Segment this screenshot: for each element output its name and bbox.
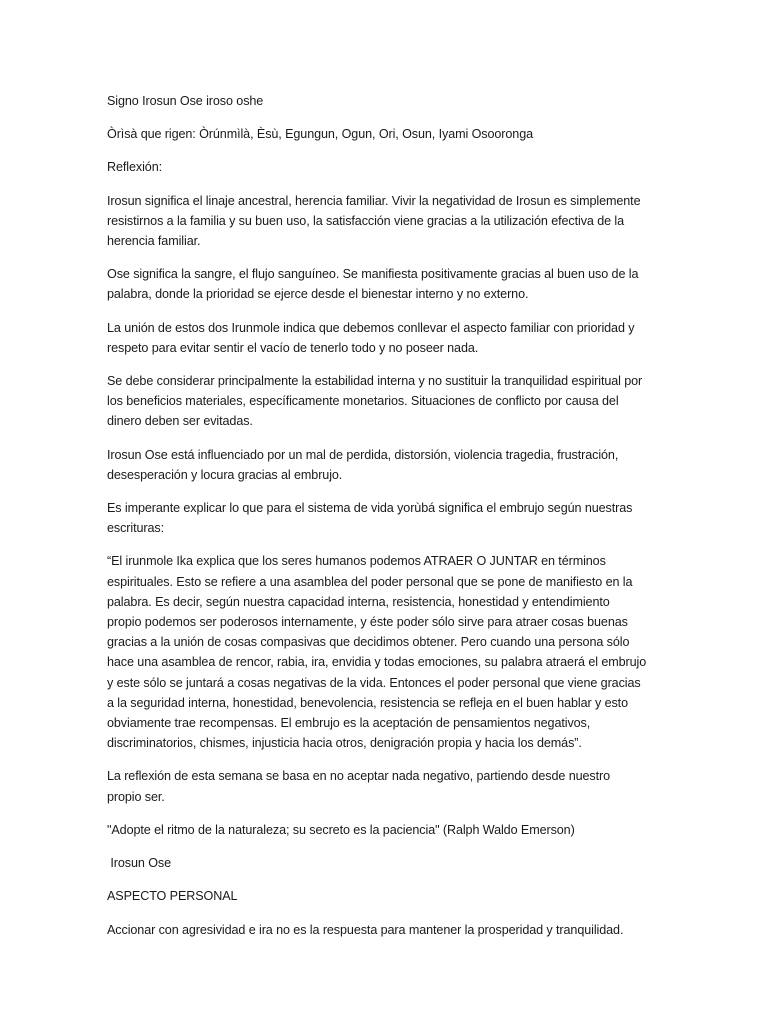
paragraph-personal-aspect: Accionar con agresividad e ira no es la respuesta para mantener la prosperidad y tranquilidad.: [107, 922, 624, 937]
reflection-heading: Reflexión:: [107, 160, 163, 175]
paragraph-union: La unión de estos dos Irunmole indica que debemos conllevar el aspecto familiar con prioridad y respeto para evitar sentir el vacío de tenerlo todo y no poseer nada.: [107, 320, 635, 355]
section-heading-personal: ASPECTO PERSONAL: [107, 889, 238, 904]
paragraph-quote-ika: “El irunmole Ika explica que los seres humanos podemos ATRAER O JUNTAR en términos espirituales. Esto se refiere a una asamblea del poder personal que se pone de manifiesto en la palabra. Es decir, según nuestra capacidad interna, resistencia, honestidad y entendimiento propio podemos ser poderosos internamente, y éste poder sólo sirve para atraer cosas buenas gracias a la unión de cosas compasivas que decidimos obtener. Pero cuando una persona sólo hace una asamblea de rencor, rabia, ira, envidia y todas emociones, su palabra atraerá el embrujo y este sólo se juntará a cosas negativas de la vida. Entonces el poder personal que viene gracias a la seguridad interna, honestidad, benevolencia, resistencia se refleja en el buen hablar y esto obviamente trae recompensas. El embrujo es la aceptación de pensamientos negativos, discriminatorios, chismes, injusticia hacia otros, denigración propia y hacia los demás”.: [107, 554, 647, 751]
document-body: [107, 91, 647, 953]
paragraph-influence: Irosun Ose está influenciado por un mal de perdida, distorsión, violencia tragedia, frustración, desesperación y locura gracias al embrujo.: [107, 447, 619, 482]
orisa-line: Òrìsà que rigen: Òrúnmìlà, Èsù, Egungun, Ogun, Ori, Osun, Iyami Osooronga: [107, 127, 533, 142]
document-title: Signo Irosun Ose iroso oshe: [107, 94, 264, 108]
paragraph-weekly-reflection: La reflexión de esta semana se basa en no aceptar nada negativo, partiendo desde nuestro propio ser.: [107, 769, 611, 804]
section-title-irosun-ose: Irosun Ose: [107, 856, 171, 871]
paragraph-irosun: Irosun significa el linaje ancestral, herencia familiar. Vivir la negatividad de Irosun es simplemente resistirnos a la familia y su buen uso, la satisfacción viene gracias a la utilización efectiva de la herencia familiar.: [107, 193, 641, 249]
paragraph-ose: Ose significa la sangre, el flujo sanguíneo. Se manifiesta positivamente gracias al buen uso de la palabra, donde la prioridad se ejerce desde el bienestar interno y no externo.: [107, 267, 639, 302]
emerson-quote: "Adopte el ritmo de la naturaleza; su secreto es la paciencia" (Ralph Waldo Emerson): [107, 822, 575, 837]
paragraph-stability: Se debe considerar principalmente la estabilidad interna y no sustituir la tranquilidad espiritual por los beneficios materiales, específicamente monetarios. Situaciones de conflicto por causa del dinero deben ser evitadas.: [107, 374, 643, 429]
paragraph-explanation: Es imperante explicar lo que para el sistema de vida yorùbá significa el embrujo según nuestras escrituras:: [107, 501, 633, 536]
